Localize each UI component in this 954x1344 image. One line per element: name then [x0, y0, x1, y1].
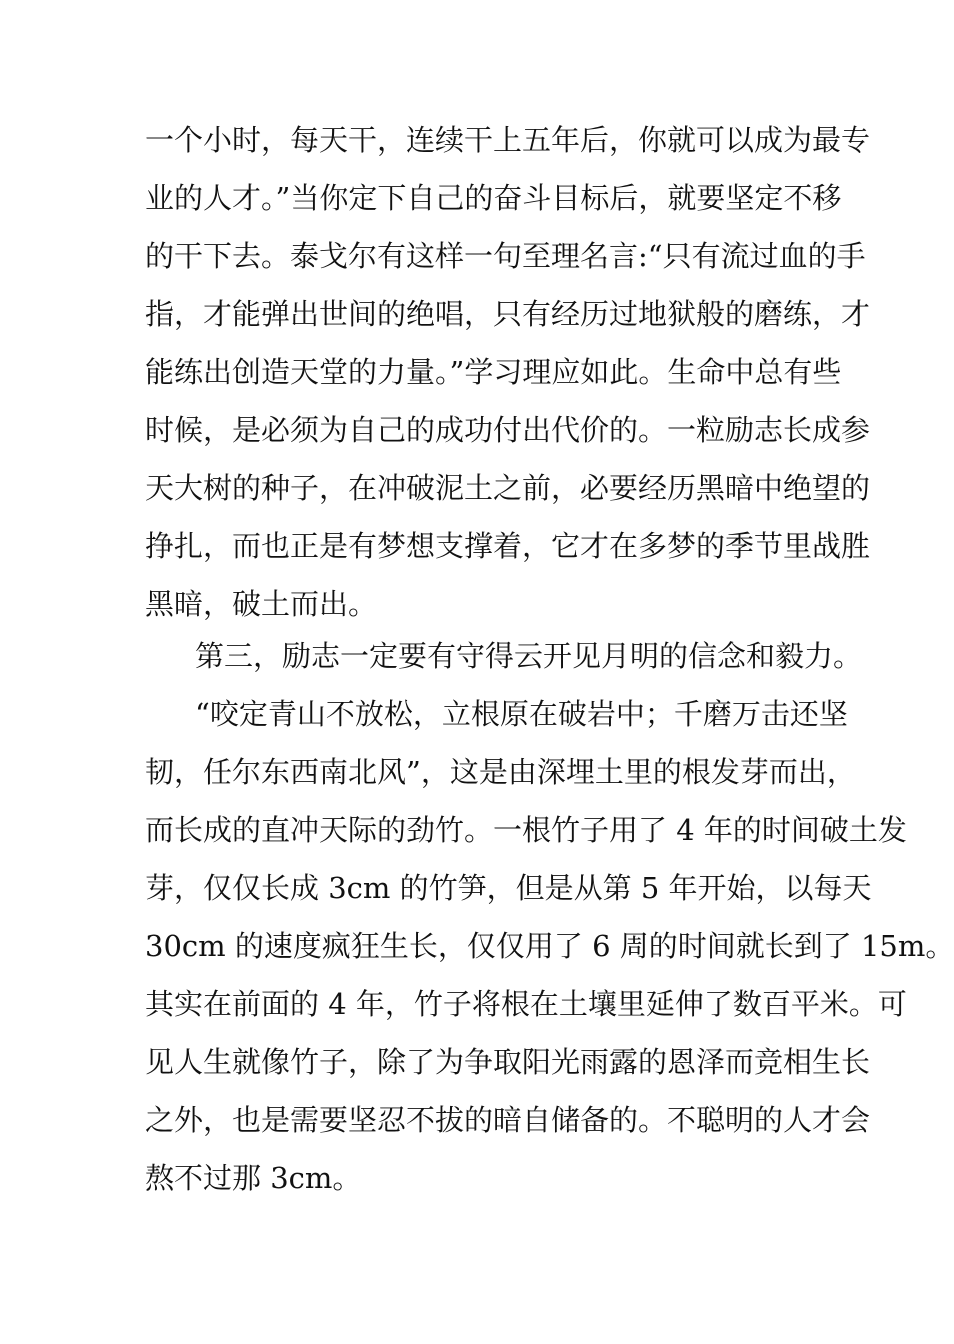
text-line: 能练出创造天堂的力量。”学习理应如此。生命中总有些 [145, 355, 842, 389]
text-line: 熬不过那 3cm。 [145, 1161, 362, 1195]
text-line: 见人生就像竹子，除了为争取阳光雨露的恩泽而竞相生长 [145, 1045, 871, 1079]
paragraph-2-heading [145, 627, 863, 685]
text-line: 其实在前面的 4 年，竹子将根在土壤里延伸了数百平米。可 [145, 987, 907, 1021]
text-line: 韧，任尔东西南北风”，这是由深埋土里的根发芽而出， [145, 755, 856, 789]
text-line: “咬定青山不放松，立根原在破岩中；千磨万击还坚 [195, 697, 848, 731]
text-line: 第三，励志一定要有守得云开见月明的信念和毅力。 [195, 639, 863, 673]
text-line: 芽，仅仅长成 3cm 的竹笋，但是从第 5 年开始，以每天 [145, 871, 872, 905]
paragraph-3 [145, 685, 954, 1207]
text-line: 之外，也是需要坚忍不拔的暗自储备的。不聪明的人才会 [145, 1103, 871, 1137]
text-line: 而长成的直冲天际的劲竹。一根竹子用了 4 年的时间破土发 [145, 813, 907, 847]
text-line: 时候，是必须为自己的成功付出代价的。一粒励志长成参 [145, 413, 871, 447]
text-line: 天大树的种子，在冲破泥土之前，必要经历黑暗中绝望的 [145, 471, 871, 505]
text-line: 挣扎，而也正是有梦想支撑着，它才在多梦的季节里战胜 [145, 529, 871, 563]
text-line: 业的人才。”当你定下自己的奋斗目标后，就要坚定不移 [145, 181, 842, 215]
paragraph-1 [145, 111, 871, 633]
text-line: 指，才能弹出世间的绝唱，只有经历过地狱般的磨练，才 [145, 297, 871, 331]
text-line: 黑暗，破土而出。 [145, 587, 378, 621]
text-line: 30cm 的速度疯狂生长，仅仅用了 6 周的时间就长到了 15m。 [145, 929, 954, 963]
text-line: 一个小时，每天干，连续干上五年后，你就可以成为最专 [145, 123, 871, 157]
text-line: 的干下去。泰戈尔有这样一句至理名言:“只有流过血的手 [145, 239, 866, 273]
